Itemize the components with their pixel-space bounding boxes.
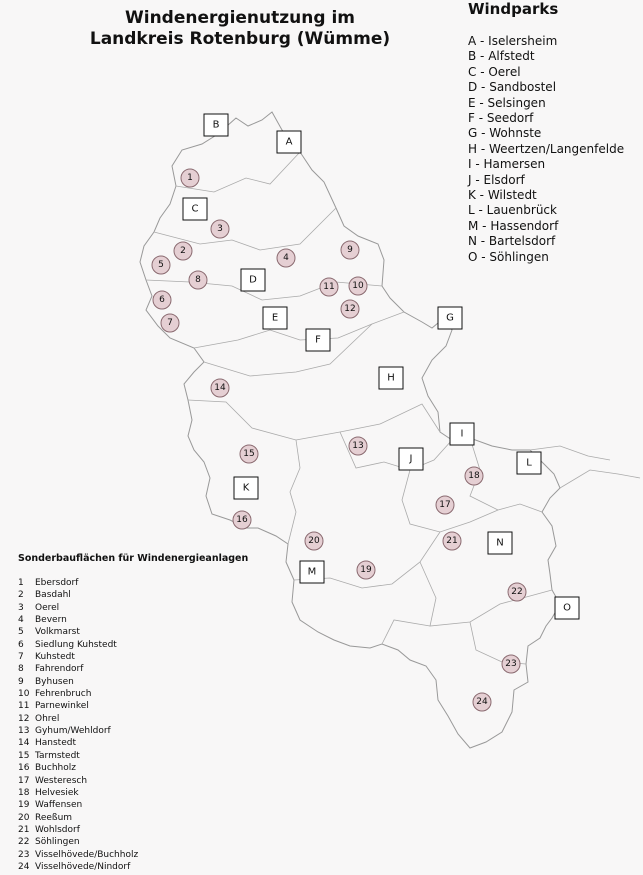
windpark-letter: A <box>285 136 293 148</box>
site-number: 24 <box>476 697 488 707</box>
windpark-letter: F <box>315 334 321 346</box>
site-legend-name: Ebersdorf <box>35 578 79 588</box>
windpark-marker-e <box>263 307 287 329</box>
site-legend-name: Fehrenbruch <box>35 689 92 700</box>
site-marker-18 <box>465 467 483 485</box>
site-legend-name: Visselhövede/Buchholz <box>35 849 139 860</box>
windpark-marker-k <box>234 477 258 499</box>
site-marker-23 <box>502 655 520 673</box>
site-legend-num: 4 <box>18 615 24 626</box>
site-marker-12 <box>341 300 359 318</box>
site-legend-num: 3 <box>18 602 24 613</box>
site-number: 9 <box>347 245 353 255</box>
site-number: 4 <box>283 253 289 263</box>
site-legend-name: Volkmarst <box>35 627 80 638</box>
windparks-heading: Windparks <box>468 0 559 18</box>
windpark-marker-a <box>277 131 301 153</box>
site-number: 16 <box>236 515 248 525</box>
site-marker-6 <box>153 291 171 309</box>
windpark-marker-j <box>399 448 423 470</box>
site-legend-num: 8 <box>18 664 24 675</box>
site-legend-name: Basdahl <box>35 590 71 601</box>
site-legend-name: Fahrendorf <box>35 664 84 675</box>
site-marker-11 <box>320 278 338 296</box>
site-legend-num: 9 <box>18 676 24 687</box>
site-legend-num: 2 <box>18 590 24 601</box>
municipal-boundary <box>188 400 440 440</box>
site-legend-num: 20 <box>18 812 30 823</box>
windpark-letter: J <box>409 453 413 465</box>
municipal-boundary <box>382 620 430 644</box>
windpark-marker-f <box>306 329 330 351</box>
windpark-legend-item: B - Alfstedt <box>468 49 535 64</box>
map-title-line2: Landkreis Rotenburg (Wümme) <box>89 29 391 49</box>
site-legend-name: Siedlung Kuhstedt <box>35 639 117 650</box>
windpark-letter: O <box>563 602 571 614</box>
windpark-marker-i <box>450 423 474 445</box>
windpark-letter: N <box>496 537 504 549</box>
municipal-boundary <box>288 440 300 544</box>
site-number: 22 <box>511 587 523 597</box>
windpark-marker-d <box>241 269 265 291</box>
site-legend-name: Reeßum <box>35 812 73 823</box>
windpark-legend-item: N - Bartelsdorf <box>468 234 556 249</box>
site-legend-name: Helvesiek <box>35 787 79 798</box>
site-number: 15 <box>243 449 255 459</box>
municipal-boundary <box>530 446 610 460</box>
site-legend-num: 7 <box>18 652 24 663</box>
site-number: 8 <box>195 275 201 285</box>
site-marker-1 <box>181 169 199 187</box>
municipal-boundary <box>560 470 640 488</box>
windpark-legend-item: D - Sandbostel <box>468 80 557 95</box>
site-legend-name: Oerel <box>35 602 60 613</box>
site-legend-num: 15 <box>18 750 30 761</box>
site-number: 6 <box>159 295 165 305</box>
windpark-letter: I <box>460 428 464 440</box>
site-legend-num: 6 <box>18 639 24 650</box>
site-number: 19 <box>360 565 372 575</box>
site-marker-24 <box>473 693 491 711</box>
site-legend-name: Bevern <box>35 615 67 626</box>
site-legend-num: 13 <box>18 726 30 737</box>
windpark-marker-h <box>379 367 403 389</box>
windpark-marker-b <box>204 114 228 136</box>
site-legend-num: 5 <box>18 627 24 638</box>
site-legend-num: 10 <box>18 689 30 700</box>
windpark-legend-item: C - Oerel <box>468 64 521 79</box>
site-number: 21 <box>446 536 458 546</box>
windpark-legend-item: I - Hamersen <box>468 157 546 172</box>
site-marker-5 <box>152 256 170 274</box>
windpark-marker-c <box>183 198 207 220</box>
site-marker-16 <box>233 511 251 529</box>
site-marker-22 <box>508 583 526 601</box>
site-number: 12 <box>344 304 356 314</box>
windpark-legend-item: K - Wilstedt <box>468 188 537 203</box>
site-legend-num: 19 <box>18 800 30 811</box>
site-number: 13 <box>352 441 364 451</box>
windpark-marker-n <box>488 532 512 554</box>
municipal-boundary <box>194 312 404 348</box>
site-legend-name: Söhlingen <box>35 837 80 848</box>
windpark-letter: G <box>446 312 454 324</box>
site-number: 17 <box>439 500 451 510</box>
windpark-legend-item: H - Weertzen/Langenfelde <box>468 141 625 156</box>
site-legend-name: Buchholz <box>35 763 76 774</box>
windpark-markers <box>183 114 579 619</box>
windpark-legend-item: M - Hassendorf <box>468 218 559 233</box>
windpark-marker-o <box>555 597 579 619</box>
site-legend-name: Visselhövede/Nindorf <box>35 861 131 872</box>
site-legend-num: 18 <box>18 787 30 798</box>
site-legend-num: 23 <box>18 849 30 860</box>
site-number: 20 <box>308 536 320 546</box>
windpark-letter: C <box>191 203 199 215</box>
site-legend-num: 11 <box>18 701 30 712</box>
site-legend-num: 12 <box>18 713 30 724</box>
site-legend-name: Gyhum/Wehldorf <box>35 726 111 737</box>
site-legend-num: 22 <box>18 837 30 848</box>
site-legend-name: Tarmstedt <box>35 750 80 761</box>
site-number: 1 <box>187 173 193 183</box>
windpark-legend-item: F - Seedorf <box>468 111 534 126</box>
windpark-letter: H <box>387 372 395 384</box>
site-marker-14 <box>211 379 229 397</box>
municipal-boundary <box>204 324 372 376</box>
site-marker-21 <box>443 532 461 550</box>
site-legend-num: 1 <box>18 578 24 588</box>
site-legend-num: 14 <box>18 738 30 749</box>
site-number: 14 <box>214 383 226 393</box>
site-number: 2 <box>180 246 186 256</box>
site-legend-name: Hanstedt <box>35 738 76 749</box>
windpark-letter: M <box>307 566 317 578</box>
windpark-letter: B <box>212 119 220 131</box>
site-legend-name: Westeresch <box>35 775 88 786</box>
site-legend-num: 24 <box>18 861 30 872</box>
sites-heading: Sonderbauflächen für Windenergieanlagen <box>18 553 249 564</box>
site-legend-name: Waffensen <box>35 800 83 811</box>
site-marker-10 <box>349 277 367 295</box>
map-title-line1: Windenergienutzung im <box>125 8 355 28</box>
site-marker-15 <box>240 445 258 463</box>
site-marker-19 <box>357 561 375 579</box>
site-marker-7 <box>161 314 179 332</box>
windpark-marker-g <box>438 307 462 329</box>
windpark-legend-item: J - Elsdorf <box>468 172 525 187</box>
windpark-legend-item: A - Iselersheim <box>468 34 558 48</box>
municipal-boundary <box>420 562 552 626</box>
site-marker-2 <box>174 242 192 260</box>
windpark-legend-item: O - Söhlingen <box>468 249 549 264</box>
site-legend-name: Byhusen <box>35 676 74 687</box>
site-legend-num: 21 <box>18 824 30 835</box>
site-marker-9 <box>341 241 359 259</box>
site-number: 23 <box>505 659 517 669</box>
site-legend-num: 17 <box>18 775 30 786</box>
site-number: 10 <box>352 281 364 291</box>
windpark-letter: E <box>271 312 279 324</box>
site-number: 3 <box>217 224 223 234</box>
windpark-letter: L <box>526 457 532 469</box>
site-number: 5 <box>158 260 164 270</box>
site-marker-8 <box>189 271 207 289</box>
site-number: 18 <box>468 471 480 481</box>
windpark-letter: K <box>242 482 250 494</box>
site-marker-17 <box>436 496 454 514</box>
site-legend-name: Wohlsdorf <box>35 824 80 835</box>
site-marker-3 <box>211 220 229 238</box>
windpark-marker-m <box>300 561 324 583</box>
site-number: 7 <box>167 318 173 328</box>
site-legend-num: 16 <box>18 763 30 774</box>
windpark-letter: D <box>249 274 257 286</box>
site-legend-name: Parnewinkel <box>35 701 89 712</box>
site-number: 11 <box>323 282 335 292</box>
windpark-legend-item: G - Wohnste <box>468 126 542 141</box>
site-legend-name: Ohrel <box>35 713 60 724</box>
windpark-legend-item: E - Selsingen <box>468 95 546 110</box>
windpark-marker-l <box>517 452 541 474</box>
site-marker-20 <box>305 532 323 550</box>
site-legend-name: Kuhstedt <box>35 652 75 663</box>
windpark-legend-item: L - Lauenbrück <box>468 203 557 218</box>
site-marker-13 <box>349 437 367 455</box>
site-marker-4 <box>277 249 295 267</box>
